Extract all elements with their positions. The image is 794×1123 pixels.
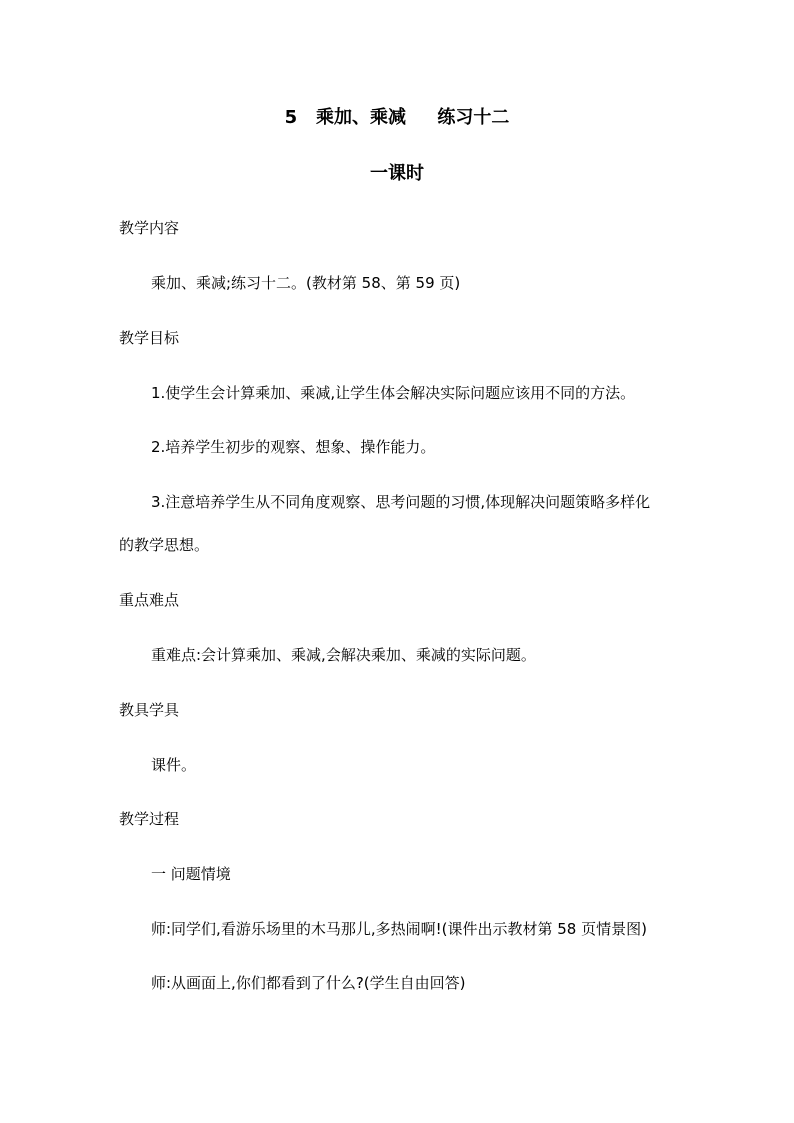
document-title: 5 乘加、乘减 练习十二	[284, 107, 510, 128]
section-heading-teaching-content: 教学内容	[119, 219, 180, 237]
paragraph-goal-3: 3.注意培养学生从不同角度观察、思考问题的习惯,体现解决问题策略多样化	[151, 493, 651, 511]
section-heading-key-points: 重点难点	[119, 591, 180, 609]
paragraph-goal-2: 2.培养学生初步的观察、想象、操作能力。	[151, 438, 436, 456]
section-heading-teaching-process: 教学过程	[119, 810, 180, 828]
document-subtitle: 一课时	[370, 163, 424, 184]
paragraph-teaching-aids: 课件。	[151, 756, 197, 774]
paragraph-goal-3-continued: 的教学思想。	[119, 536, 210, 554]
paragraph-problem-situation: 一 问题情境	[151, 865, 231, 883]
paragraph-goal-1: 1.使学生会计算乘加、乘减,让学生体会解决实际问题应该用不同的方法。	[151, 384, 636, 402]
paragraph-teacher-line-1: 师:同学们,看游乐场里的木马那儿,多热闹啊!(课件出示教材第 58 页情景图)	[151, 920, 647, 938]
paragraph-teacher-line-2: 师:从画面上,你们都看到了什么?(学生自由回答)	[151, 974, 466, 992]
paragraph-key-points: 重难点:会计算乘加、乘减,会解决乘加、乘减的实际问题。	[151, 646, 536, 664]
paragraph-teaching-content: 乘加、乘减;练习十二。(教材第 58、第 59 页)	[151, 274, 461, 292]
section-heading-teaching-goals: 教学目标	[119, 329, 180, 347]
section-heading-teaching-aids: 教具学具	[119, 701, 180, 719]
